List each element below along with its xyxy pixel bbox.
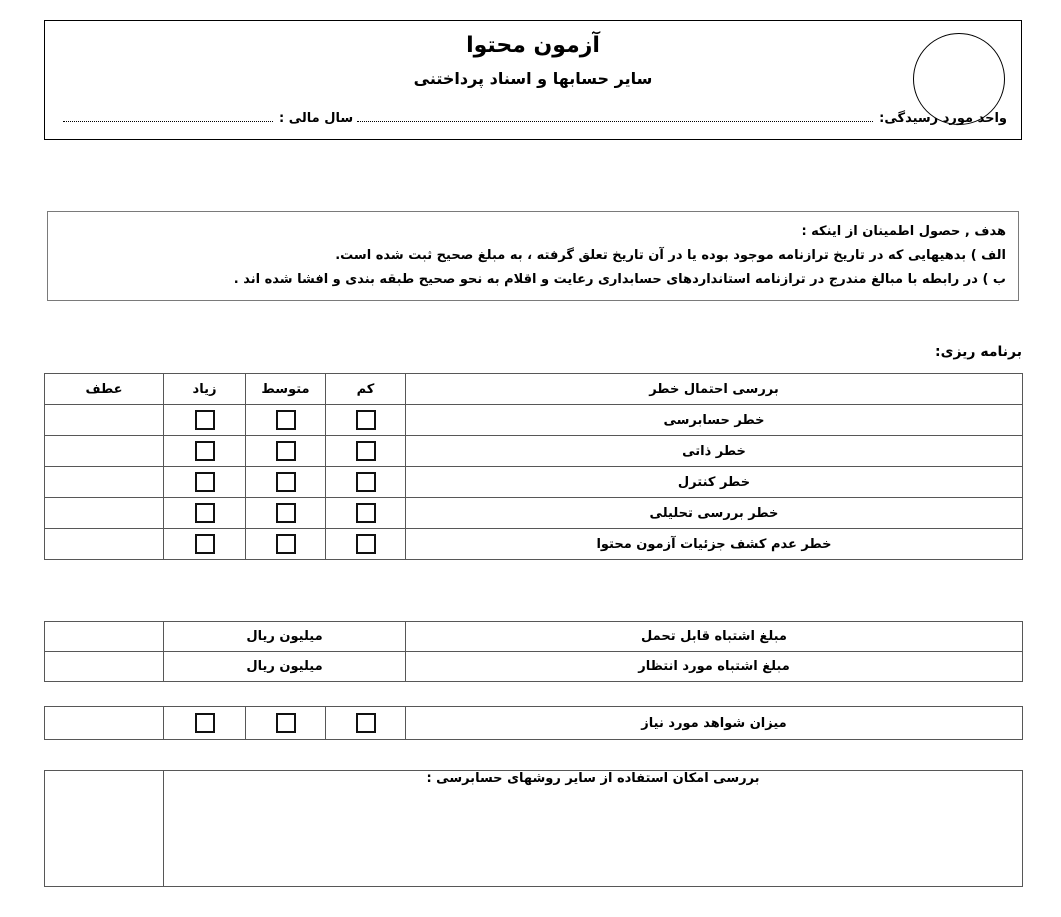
objective-item-a: الف ) بدهیهایی که در تاریخ ترازنامه موجود بوده یا در آن تاریخ تعلق گرفته ، به مبلغ صحیح ثبت شده است. [335,248,1006,263]
risk-low-header: کم [326,374,406,405]
evidence-high-cell[interactable] [164,707,246,740]
checkbox-medium[interactable] [276,441,296,461]
risk-row-label: خطر کنترل [406,467,1023,498]
table-row [45,707,1023,740]
risk-reference-cell[interactable] [45,436,164,467]
evidence-medium-cell[interactable] [246,707,326,740]
objective-heading: هدف , حصول اطمینان از اینکه : [801,224,1006,239]
planning-section-label: برنامه ریزی: [935,344,1022,360]
checkbox-medium[interactable] [276,472,296,492]
table-row [45,498,1023,529]
page-title: آزمون محتوا [466,33,600,58]
table-row [45,467,1023,498]
risk-medium-header: متوسط [246,374,326,405]
expected-misstatement-label: مبلغ اشتباه مورد انتظار [406,652,1023,682]
table-row [45,771,1023,887]
checkbox-low[interactable] [356,441,376,461]
checkbox-medium[interactable] [276,534,296,554]
required-evidence-table [44,706,1023,740]
checkbox-medium[interactable] [276,410,296,430]
checkbox-high[interactable] [195,713,215,733]
checkbox-low[interactable] [356,713,376,733]
tolerable-misstatement-unit[interactable]: میلیون ریال [164,622,406,652]
checkbox-high[interactable] [195,503,215,523]
required-evidence-label: میزان شواهد مورد نیاز [406,707,1023,740]
checkbox-low[interactable] [356,534,376,554]
risk-subject-header: بررسی احتمال خطر [406,374,1023,405]
misstatement-amounts-table [44,621,1023,682]
risk-reference-cell[interactable] [45,498,164,529]
table-row [45,529,1023,560]
checkbox-high[interactable] [195,472,215,492]
risk-low-cell[interactable] [326,529,406,560]
risk-high-cell[interactable] [164,436,246,467]
checkbox-high[interactable] [195,410,215,430]
risk-row-label: خطر ذاتی [406,436,1023,467]
objectives-box [47,211,1019,301]
tolerable-misstatement-label: مبلغ اشتباه قابل تحمل [406,622,1023,652]
header-fields [59,111,1007,126]
risk-reference-header: عطف [45,374,164,405]
table-row [45,652,1023,682]
risk-high-cell[interactable] [164,498,246,529]
checkbox-high[interactable] [195,534,215,554]
other-audit-procedures-table [44,770,1023,887]
risk-low-cell[interactable] [326,498,406,529]
checkbox-high[interactable] [195,441,215,461]
page-subtitle: سایر حسابها و اسناد پرداختنی [413,69,653,88]
table-row [45,622,1023,652]
table-header-row [45,374,1023,405]
risk-high-header: زیاد [164,374,246,405]
risk-low-cell[interactable] [326,436,406,467]
expected-misstatement-unit[interactable]: میلیون ریال [164,652,406,682]
risk-high-cell[interactable] [164,405,246,436]
risk-low-cell[interactable] [326,467,406,498]
risk-medium-cell[interactable] [246,436,326,467]
risk-reference-cell[interactable] [45,405,164,436]
other-procedures-label[interactable]: بررسی امکان استفاده از سایر روشهای حسابرسی : [164,771,1023,887]
risk-medium-cell[interactable] [246,529,326,560]
risk-row-label: خطر عدم کشف جزئیات آزمون محتوا [406,529,1023,560]
risk-assessment-table [44,373,1023,560]
risk-high-cell[interactable] [164,529,246,560]
audited-unit-input[interactable] [357,120,873,122]
risk-row-label: خطر بررسی تحلیلی [406,498,1023,529]
checkbox-medium[interactable] [276,503,296,523]
risk-reference-cell[interactable] [45,467,164,498]
risk-high-cell[interactable] [164,467,246,498]
checkbox-low[interactable] [356,472,376,492]
risk-row-label: خطر حسابرسی [406,405,1023,436]
risk-medium-cell[interactable] [246,405,326,436]
risk-low-cell[interactable] [326,405,406,436]
table-row [45,405,1023,436]
objective-item-b: ب ) در رابطه با مبالغ مندرج در ترازنامه استانداردهای حسابداری رعایت و اقلام به نحو صحیح طبقه بندی و افشا شده اند . [233,272,1006,287]
fiscal-year-label: سال مالی : [279,111,354,126]
evidence-reference-cell[interactable] [45,707,164,740]
evidence-low-cell[interactable] [326,707,406,740]
risk-medium-cell[interactable] [246,467,326,498]
checkbox-low[interactable] [356,503,376,523]
other-procedures-reference[interactable] [45,771,164,887]
tolerable-misstatement-reference[interactable] [45,622,164,652]
header-box [44,20,1022,140]
expected-misstatement-reference[interactable] [45,652,164,682]
table-row [45,436,1023,467]
risk-medium-cell[interactable] [246,498,326,529]
fiscal-year-input[interactable] [63,120,273,122]
checkbox-low[interactable] [356,410,376,430]
risk-reference-cell[interactable] [45,529,164,560]
audited-unit-label: واحد مورد رسیدگی: [879,111,1007,126]
stamp-circle-icon [913,33,1005,125]
checkbox-medium[interactable] [276,713,296,733]
